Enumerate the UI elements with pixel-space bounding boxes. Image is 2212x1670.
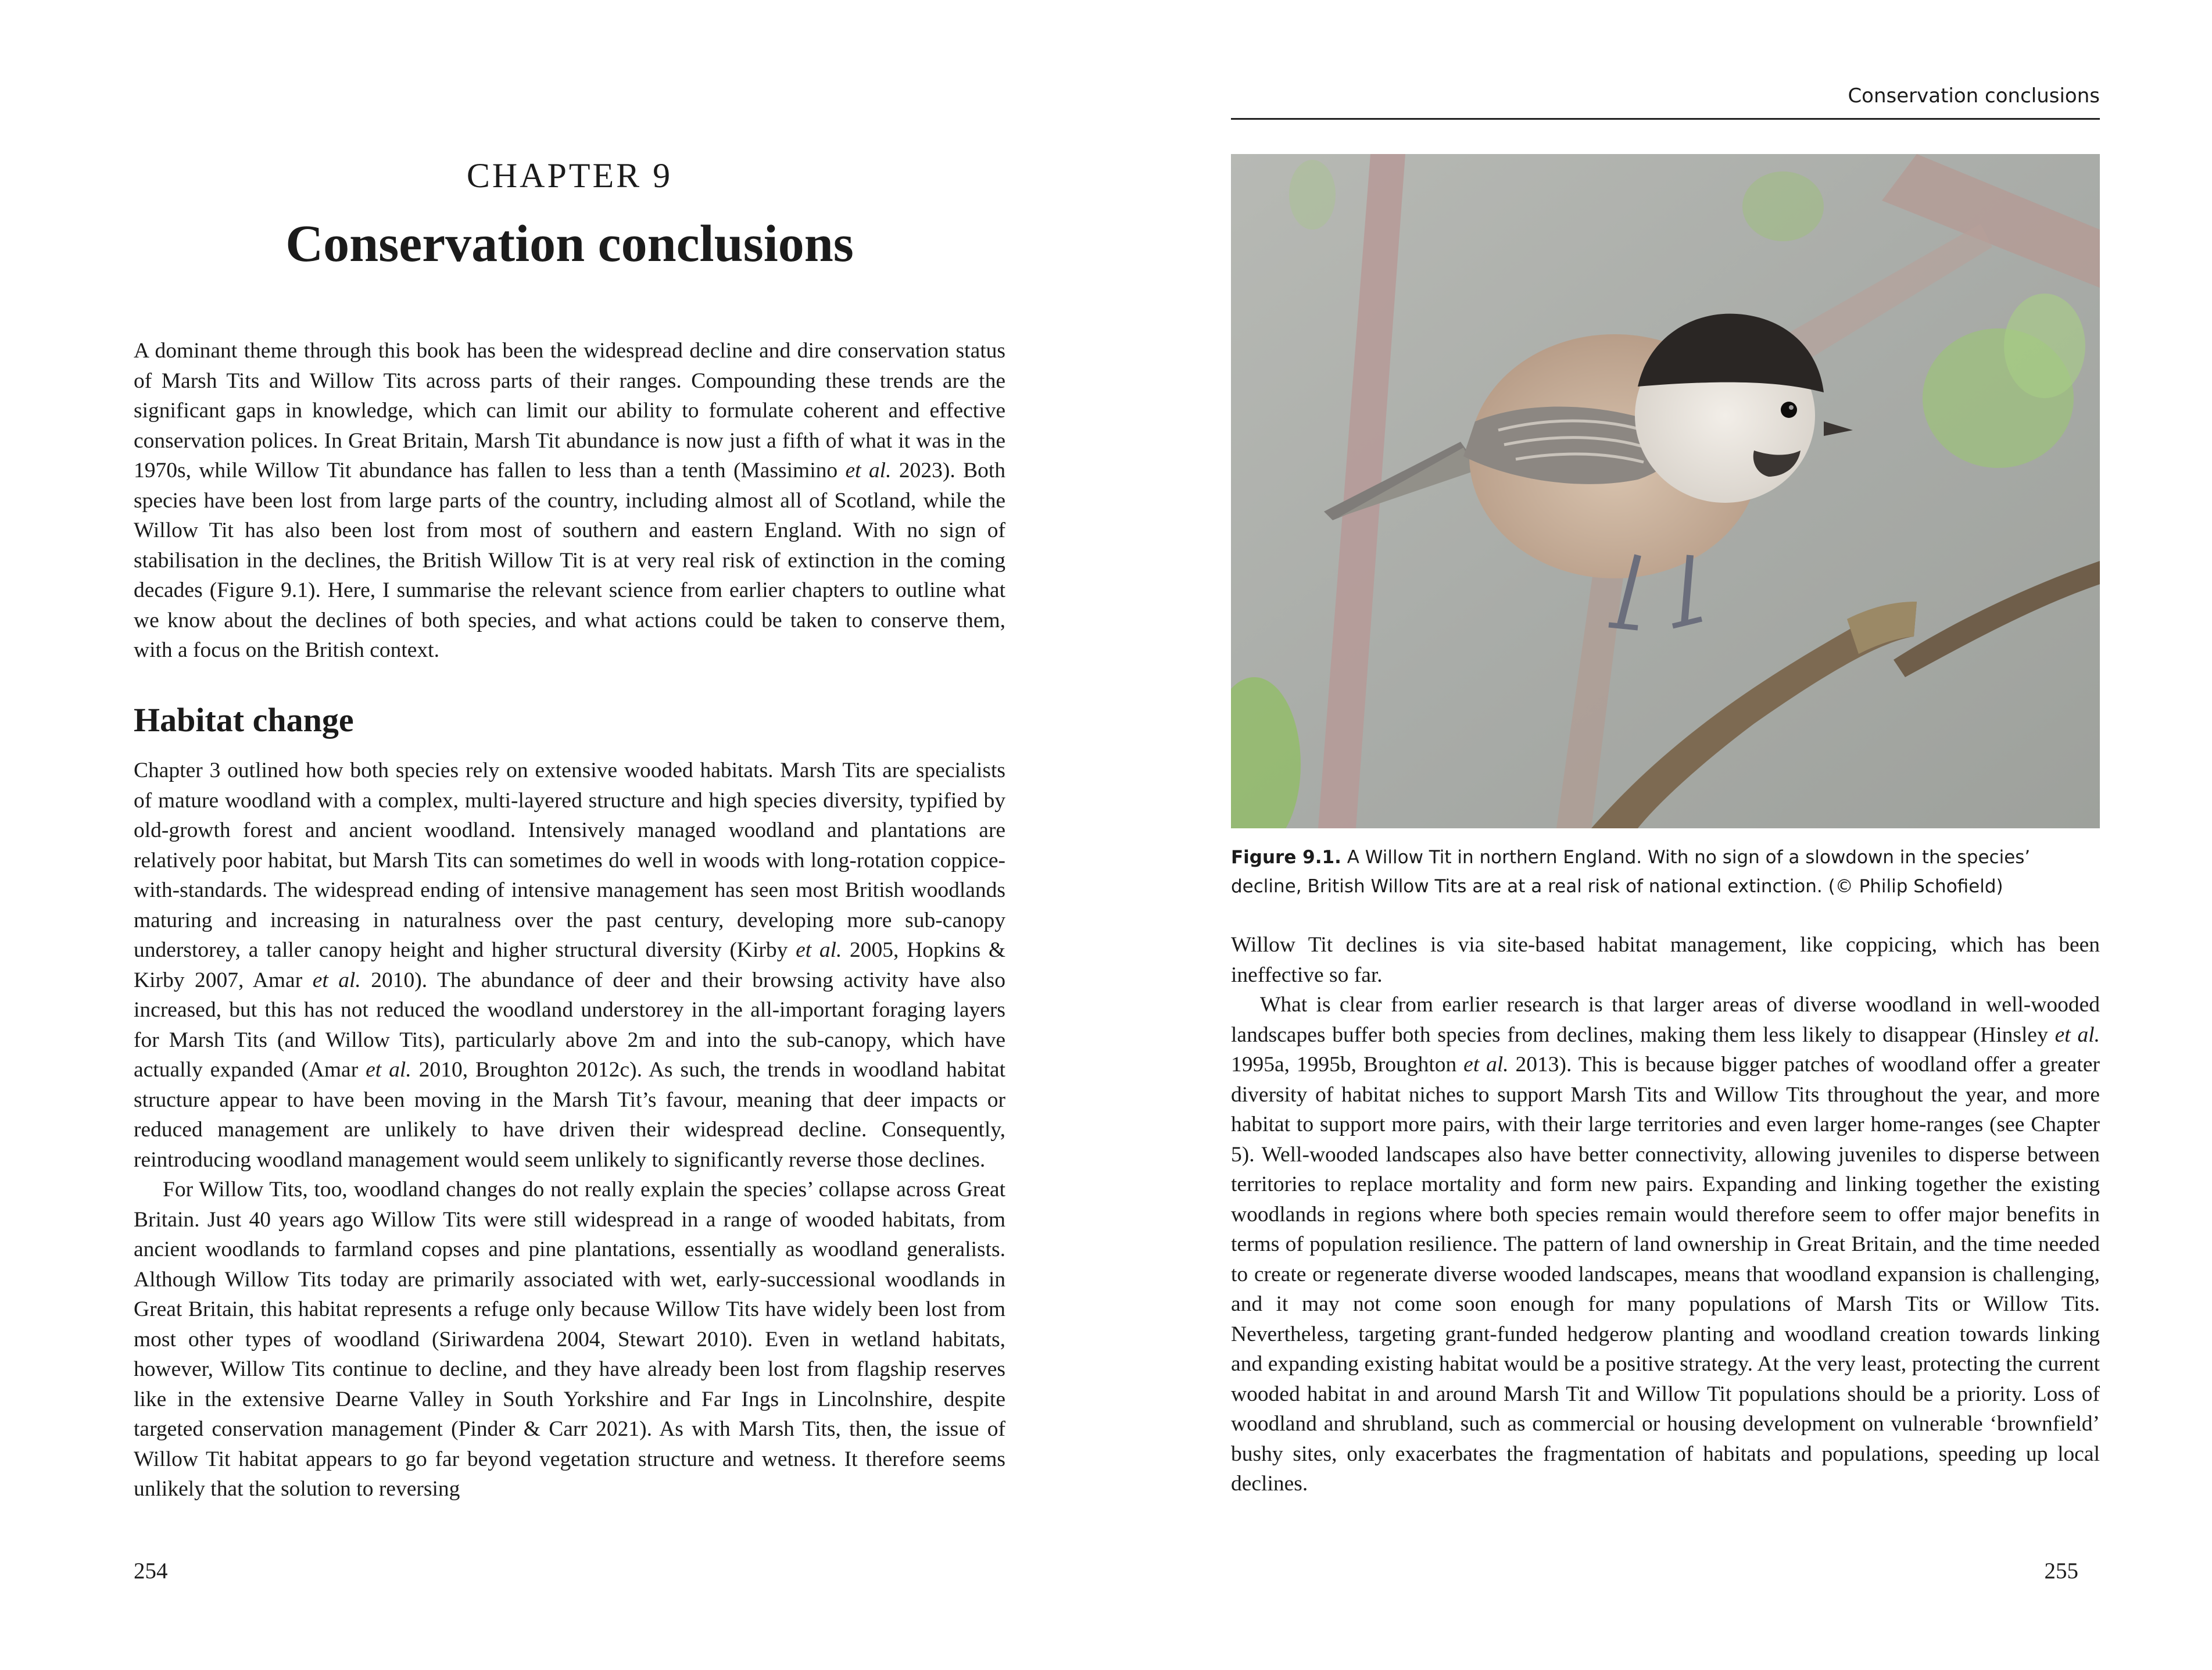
caption-label: Figure 9.1. bbox=[1231, 847, 1341, 868]
running-header: Conservation conclusions bbox=[1231, 84, 2100, 120]
right-body-text bbox=[1231, 930, 2100, 1499]
italic-citation: et al. bbox=[2054, 1022, 2100, 1047]
text-run: What is clear from earlier research is that larger areas of diverse woodland in well-wooded landscapes buffer both species from declines, making them less likely to disappear (Hinsley bbox=[1231, 993, 2100, 1047]
page-number: 254 bbox=[134, 1558, 168, 1583]
text-run: For Willow Tits, too, woodland changes do not really explain the species’ collapse across Great Britain. Just 40 years ago Willow Tits were still widespread in a range of wooded habitats, from ancient woodlands to farmland copses and pine plantations, essentially as woodland generalists. Although Willow Tits today are primarily associated with wet, early-successional woodlands in Great Britain, this habitat represents a refuge only because Willow Tits have widely been lost from most other types of woodland (Siriwardena 2004, Stewart 2010). Even in wetland habitats, however, Willow Tits continue to decline, and they have already been lost from flagship reserves like in the extensive Dearne Valley in South Yorkshire and Far Ings in Lincolnshire, despite targeted conservation management (Pinder & Carr 2021). As with Marsh Tits, then, the issue of Willow Tit habitat appears to go far beyond vegetation structure and wetness. It therefore seems unlikely that the solution to reversing bbox=[134, 1178, 1005, 1501]
text-run: Willow Tit declines is via site-based habitat management, like coppicing, which has been ineffective so far. bbox=[1231, 933, 2100, 987]
right-page bbox=[1106, 0, 2212, 1670]
italic-citation: et al. bbox=[796, 938, 842, 962]
text-run: 1995a, 1995b, Broughton bbox=[1231, 1053, 1464, 1077]
section-heading: Habitat change bbox=[134, 701, 354, 739]
italic-citation: et al. bbox=[1463, 1053, 1509, 1077]
willow-tit-photo bbox=[1231, 154, 2100, 828]
continued-paragraph bbox=[1231, 930, 2100, 990]
text-run: 2010). The abundance of deer and their browsing activity have also increased, but this has not reduced the woodland understorey in the all-important foraging layers for Marsh Tits (and Willow Tits), particularly above 2m and into the sub-canopy, which have actually expanded (Amar bbox=[134, 968, 1005, 1082]
section-paragraph bbox=[134, 1175, 1005, 1504]
page-number: 255 bbox=[2044, 1558, 2078, 1583]
text-run: 2010, Broughton 2012c). As such, the trends in woodland habitat structure appear to have been moving in the Marsh Tit’s favour, meaning that deer impacts or reduced management are unlikely to have driven their widespread decline. Consequently, reintroducing woodland management would seem unlikely to significantly reverse those declines. bbox=[134, 1058, 1005, 1172]
section-text bbox=[134, 756, 1005, 1504]
figure-caption bbox=[1231, 843, 2100, 901]
section-paragraph bbox=[134, 756, 1005, 1175]
chapter-label: CHAPTER 9 bbox=[466, 156, 673, 195]
caption-text: A Willow Tit in northern England. With no sign of a slowdown in the species’ decline, British Willow Tits are at a real risk of national extinction. (© Philip Schofield) bbox=[1231, 847, 2031, 897]
italic-citation: et al. bbox=[845, 459, 892, 482]
chapter-title: Conservation conclusions bbox=[285, 215, 854, 273]
text-run: 2013). This is because bigger patches of woodland offer a greater diversity of habitat niches to support Marsh Tits and Willow Tits throughout the year, and more habitat to support more pairs, with their large territories and even larger home-ranges (see Chapter 5). Well-wooded landscapes also have better connectivity, allowing juveniles to disperse between territories to replace mortality and form new pairs. Expanding and linking together the existing woodlands in regions where both species remain would therefore seem to offer major benefits in terms of population resilience. The pattern of land ownership in Great Britain, and the time needed to create or regenerate diverse wooded landscapes, means that woodland expansion is challenging, and it may not come soon enough for many populations of Marsh Tits or Willow Tits. Nevertheless, targeting grant-funded hedgerow planting and woodland creation towards linking and expanding existing habitat would be a positive strategy. At the very least, protecting the current wooded habitat in and around Marsh Tit and Willow Tit populations should be a priority. Loss of woodland and shrubland, such as commercial or housing development on vulnerable ‘brownfield’ bushy sites, only exacerbates the fragmentation of habitats and populations, speeding up local declines. bbox=[1231, 1053, 2100, 1496]
intro-paragraph bbox=[134, 336, 1005, 666]
body-paragraph bbox=[1231, 990, 2100, 1499]
italic-citation: et al. bbox=[366, 1058, 411, 1082]
italic-citation: et al. bbox=[312, 968, 361, 992]
text-run: A dominant theme through this book has been the widespread decline and dire conservation status of Marsh Tits and Willow Tits across parts of their ranges. Compounding these trends are the significant gaps in knowledge, which can limit our ability to formulate coherent and effective conservation polices. In Great Britain, Marsh Tit abundance is now just a fifth of what it was in the 1970s, while Willow Tit abundance has fallen to less than a tenth (Massimino bbox=[134, 339, 1005, 482]
text-run: 2023). Both species have been lost from large parts of the country, including almost all of Scotland, while the Willow Tit has also been lost from most of southern and eastern England. With no sign of stabilisation in the declines, the British Willow Tit is at very real risk of extinction in the coming decades (Figure 9.1). Here, I summarise the relevant science from earlier chapters to outline what we know about the declines of both species, and what actions could be taken to conserve them, with a focus on the British context. bbox=[134, 459, 1006, 662]
intro-text bbox=[134, 336, 1005, 666]
text-run: 2005, Hopkins & Kirby 2007, Amar bbox=[134, 938, 1006, 992]
text-run: Chapter 3 outlined how both species rely on extensive wooded habitats. Marsh Tits are specialists of mature woodland with a complex, multi-layered structure and high species diversity, typified by old-growth forest and ancient woodland. Intensively managed woodland and plantations are relatively poor habitat, but Marsh Tits can sometimes do well in woods with long-rotation coppice-with-standards. The widespread ending of intensive management has seen most British woodlands maturing and increasing in naturalness over the past century, developing more sub-canopy understorey, a taller canopy height and higher structural diversity (Kirby bbox=[134, 759, 1005, 962]
